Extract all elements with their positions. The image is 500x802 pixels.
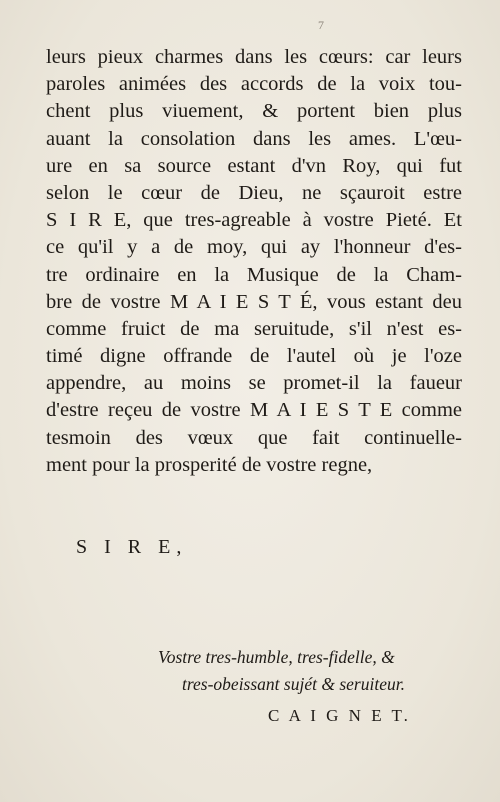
text-line: tre ordinaire en la Musique de la Cham- <box>46 263 462 286</box>
signoff-line: tres-obeissant sujét & seruiteur. <box>182 674 405 694</box>
text-line: timé digne offrande de l'autel où je l'oze <box>46 345 462 368</box>
text-line: ment pour la prosperité de vostre regne, <box>46 453 373 476</box>
text-line: ce qu'il y a de moy, qui ay l'honneur d'es- <box>46 236 462 259</box>
salutation: S I R E, <box>76 536 188 558</box>
text-line: d'estre reçeu de vostre M A I E S T E comme <box>46 399 462 422</box>
signoff-line: Vostre tres-humble, tres-fidelle, & <box>158 647 395 667</box>
text-line: selon le cœur de Dieu, ne sçauroit estre <box>46 181 462 204</box>
text-line: S I R E, que tres-agreable à vostre Pieté. Et <box>46 209 462 232</box>
dedication-text <box>46 44 462 479</box>
text-line: paroles animées des accords de la voix tou- <box>46 73 462 96</box>
page-number: 7 <box>318 18 324 32</box>
text-line: leurs pieux charmes dans les cœurs: car leurs <box>46 46 462 68</box>
text-line: ure en sa source estant d'vn Roy, qui fut <box>46 154 462 177</box>
text-line: appendre, au moins se promet-il la faueur <box>46 372 462 395</box>
text-line: auant la consolation dans les ames. L'œu- <box>46 127 462 150</box>
text-line: chent plus viuement, & portent bien plus <box>46 100 462 123</box>
text-line: tesmoin des vœux que fait continuelle- <box>46 426 462 449</box>
text-line: comme fruict de ma seruitude, s'il n'est es- <box>46 317 462 340</box>
text-line: bre de vostre M A I E S T É, vous estant deu <box>46 290 462 313</box>
author-signature: C A I G N E T. <box>268 706 411 725</box>
closing-signoff <box>158 644 463 698</box>
